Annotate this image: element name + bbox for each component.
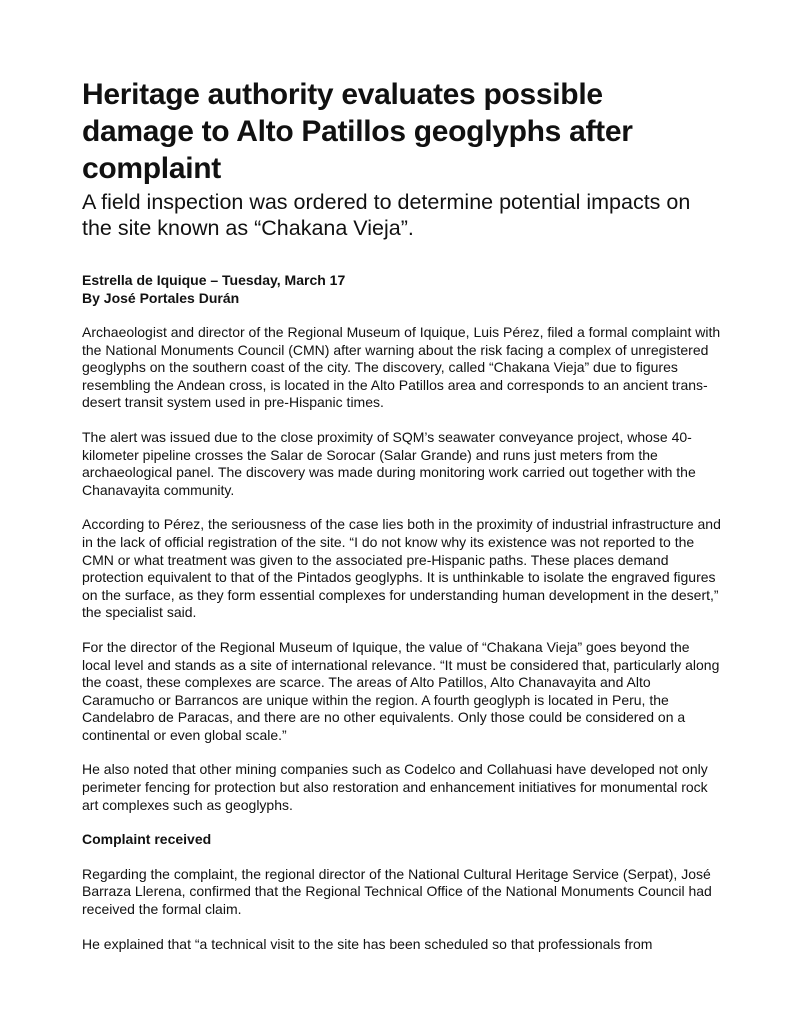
- section-heading: Complaint received: [82, 831, 212, 848]
- paragraph: Regarding the complaint, the regional director of the National Cultural Heritage Service (Serpat), José Barraza Llerena, confirmed that the Regional Technical Office of the National Monuments Council had received the formal claim.: [82, 865, 712, 918]
- paragraph: The alert was issued due to the close proximity of SQM’s seawater conveyance project, whose 40-kilometer pipeline crosses the Salar de Sorocar (Salar Grande) and runs just meters from the archaeological panel. The discovery was made during monitoring work carried out together with the Chanavayita community.: [82, 428, 696, 498]
- paragraph: According to Pérez, the seriousness of the case lies both in the proximity of industrial infrastructure and in the lack of official registration of the site. “I do not know why its existence was not reported to the CMN or what treatment was given to the associated pre-Hispanic paths. These places demand protection equivalent to that of the Pintados geoglyphs. It is unthinkable to isolate the engraved figures on the surface, as they form essential complexes for understanding human development in the desert,” the specialist said.: [82, 516, 721, 621]
- author: By José Portales Durán: [82, 290, 240, 306]
- paragraph: He explained that “a technical visit to the site has been scheduled so that professionals from: [82, 935, 653, 952]
- headline: Heritage authority evaluates possible damage to Alto Patillos geoglyphs after complaint: [82, 78, 633, 185]
- paragraph: He also noted that other mining companies such as Codelco and Collahuasi have developed not only perimeter fencing for protection but also restoration and enhancement initiatives for monumental rock art complexes such as geoglyphs.: [82, 761, 708, 813]
- article-body: [82, 324, 722, 953]
- subheadline: A field inspection was ordered to determine potential impacts on the site known as “Chakana Vieja”.: [82, 190, 691, 240]
- byline: [82, 271, 722, 307]
- dateline: Estrella de Iquique – Tuesday, March 17: [82, 272, 346, 288]
- paragraph: Archaeologist and director of the Regional Museum of Iquique, Luis Pérez, filed a formal complaint with the National Monuments Council (CMN) after warning about the risk facing a complex of unregistered geoglyphs on the southern coast of the city. The discovery, called “Chakana Vieja” due to figures resembling the Andean cross, is located in the Alto Patillos area and corresponds to an ancient trans-desert transit system used in pre-Hispanic times.: [82, 324, 721, 411]
- article: [82, 76, 722, 970]
- paragraph: For the director of the Regional Museum of Iquique, the value of “Chakana Vieja” goes beyond the local level and stands as a site of international relevance. “It must be considered that, particularly along the coast, these complexes are scarce. The areas of Alto Patillos, Alto Chanavayita and Alto Caramucho or Barrancos are unique within the region. A fourth geoglyph is located in Peru, the Candelabro de Paracas, and there are no other equivalents. Only those could be considered on a continental or even global scale.”: [82, 638, 720, 743]
